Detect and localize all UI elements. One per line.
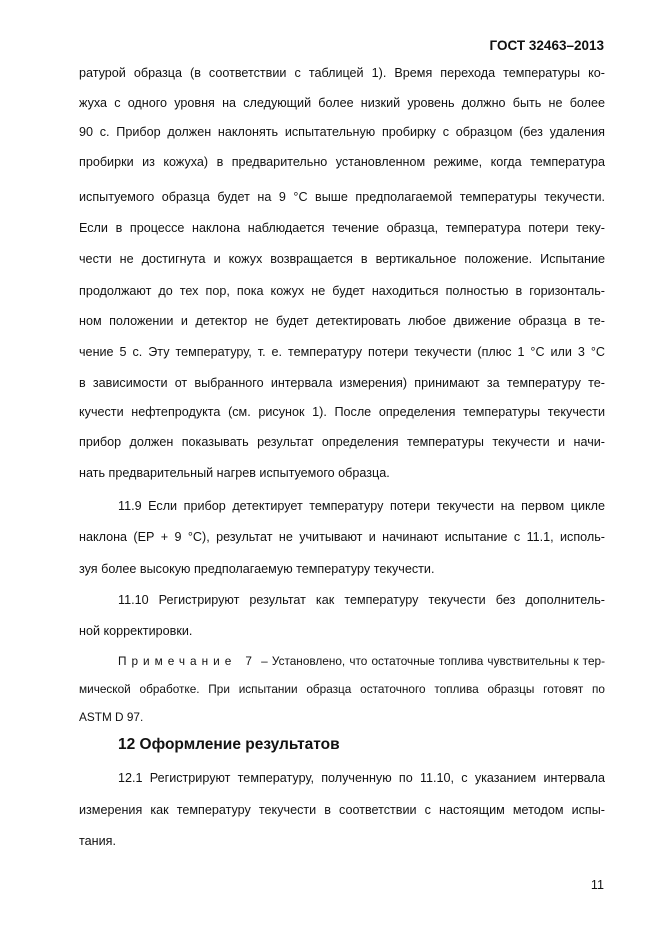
text-line: чение 5 с. Эту температуру, т. е. температуру потери текучести (плюс 1 °С или 3 °С [79, 345, 605, 359]
text-line: зуя более высокую предполагаемую температуру текучести. [79, 562, 435, 576]
text-line: Если в процессе наклона наблюдается течение образца, температура потери теку- [79, 221, 605, 235]
text-line [118, 652, 605, 670]
text-line: чести не достигнута и кожух возвращается в вертикальное положение. Испытание [79, 252, 605, 266]
text-line: мической обработке. При испытании образца остаточного топлива образцы готовят по [79, 682, 605, 696]
text-line: жуха с одного уровня на следующий более низкий уровень должно быть не более [79, 96, 605, 110]
text-line: 11.9 Если прибор детектирует температуру потери текучести на первом цикле [118, 499, 605, 513]
text-line: тания. [79, 834, 116, 848]
text-line: 90 с. Прибор должен наклонять испытательную пробирку с образцом (без удаления [79, 125, 605, 139]
text-line: в зависимости от выбранного интервала измерения) принимают за температуру те- [79, 376, 605, 390]
text-line: измерения как температуру текучести в соответствии с настоящим методом испы- [79, 803, 605, 817]
page-number: 11 [590, 878, 604, 892]
text-line: нать предварительный нагрев испытуемого образца. [79, 466, 390, 480]
text-line: 11.10 Регистрируют результат как температуру текучести без дополнитель- [118, 593, 605, 607]
text-line: пробирки из кожуха) в предварительно установленном режиме, когда температура [79, 155, 605, 169]
text-line: ASTM D 97. [79, 710, 144, 724]
text-line: продолжают до тех пор, пока кожух не будет находиться полностью в горизонталь- [79, 284, 605, 298]
document-code-header: ГОСТ 32463–2013 [489, 38, 604, 53]
note-label: Примечание 7 [118, 654, 257, 668]
note-text: – Установлено, что остаточные топлива чувствительны к тер- [261, 654, 606, 668]
text-line: кучести нефтепродукта (см. рисунок 1). После определения температуры текучести [79, 405, 605, 419]
text-line: наклона (ЕР + 9 °С), результат не учитывают и начинают испытание с 11.1, исполь- [79, 530, 605, 544]
text-line: ном положении и детектор не будет детектировать любое движение образца в те- [79, 314, 605, 328]
text-line: ратурой образца (в соответствии с таблицей 1). Время перехода температуры ко- [79, 66, 605, 80]
section-heading: 12 Оформление результатов [118, 736, 340, 753]
text-line: прибор должен показывать результат определения температуры текучести и начи- [79, 435, 605, 449]
text-line: ной корректировки. [79, 624, 193, 638]
text-line: испытуемого образца будет на 9 °С выше предполагаемой температуры текучести. [79, 190, 605, 204]
text-line: 12.1 Регистрируют температуру, полученную по 11.10, с указанием интервала [118, 771, 605, 785]
